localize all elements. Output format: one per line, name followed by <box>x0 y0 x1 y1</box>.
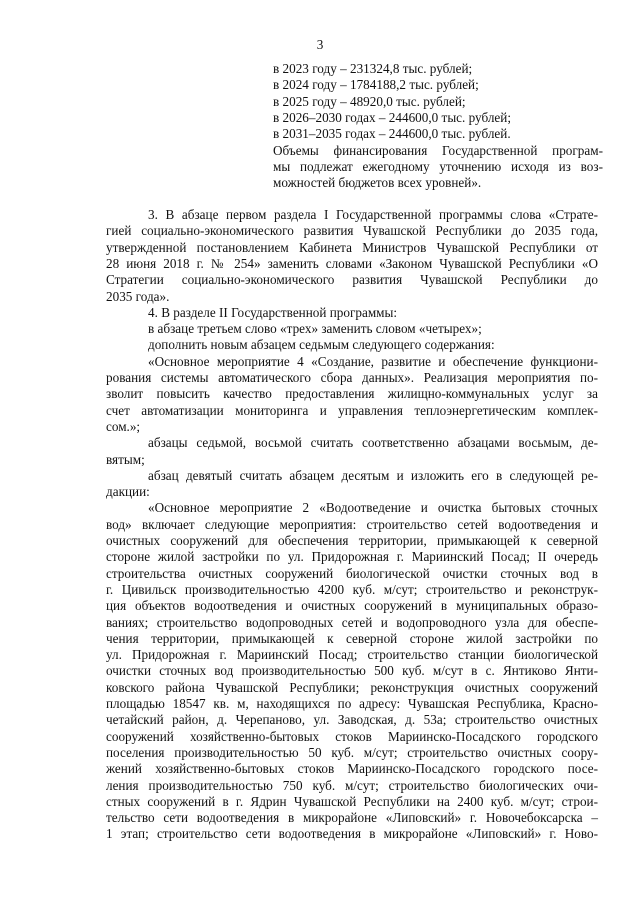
body-line: дополнить новым абзацем седьмым следующего содержания: <box>148 337 495 353</box>
body-line: рования системы автоматического сбора данных». Реализация мероприятия по- <box>106 370 598 385</box>
body-line: чения территории, примыкающей к северной стороне жилой застройки по <box>106 630 598 646</box>
funding-note-line: мы подлежат ежегодному уточнению исходя из воз- <box>273 158 603 174</box>
body-line: поселения производительностью 50 куб. м/сут; строительство очистных соору- <box>106 744 598 760</box>
page-number: 3 <box>316 37 324 52</box>
body-line: абзацы седьмой, восьмой считать соответственно абзацами восьмым, де- <box>148 435 598 451</box>
funding-line: в 2031–2035 годах – 244600,0 тыс. рублей. <box>273 126 511 142</box>
body-line: «Основное мероприятие 2 «Водоотведение и очистка бытовых сточных <box>148 500 598 516</box>
body-line: 2035 года». <box>106 288 170 304</box>
body-line: вятым; <box>106 451 145 467</box>
funding-note-line: можностей бюджетов всех уровней». <box>273 175 482 191</box>
body-line: гией социально-экономического развития Чувашской Республики до 2035 года, <box>106 223 598 239</box>
body-line: жений хозяйственно-бытовых стоков Мариинско-Посадского городского посе- <box>106 761 598 777</box>
body-line: счет автоматизации мониторинга и управления теплоэнергетическим комплек- <box>106 402 598 418</box>
body-line: ковского района Чувашской Республики; реконструкция очистных сооружений <box>106 679 598 695</box>
body-line: стороне жилой застройки по ул. Придорожная г. Мариинский Посад; II очередь <box>106 549 598 565</box>
body-line: тельство сети водоотведения в микрорайоне «Липовский» г. Новочебоксарска – <box>106 810 598 826</box>
body-line: ул. Придорожная г. Мариинский Посад; строительство станции биологической <box>106 647 598 663</box>
body-line: в абзаце третьем слово «трех» заменить словом «четырех»; <box>148 321 482 337</box>
body-line: сом.»; <box>106 418 141 434</box>
body-line: 1 этап; строительство сети водоотведения в микрорайоне «Липовский» г. Ново- <box>106 826 598 842</box>
body-line: очистки сточных вод производительностью 500 куб. м/сут в с. Янтиково Янти- <box>106 663 598 679</box>
funding-line: в 2025 году – 48920,0 тыс. рублей; <box>273 93 466 109</box>
body-line: строительства очистных сооружений биологической очистки сточных вод в <box>106 565 598 581</box>
body-line: г. Цивильск производительностью 4200 куб. м/сут; строительство и реконструк- <box>106 581 598 597</box>
body-line: стных сооружений в г. Ядрин Чувашской Республики на 2400 куб. м/сут; строи- <box>106 793 598 809</box>
funding-line: в 2023 году – 231324,8 тыс. рублей; <box>273 61 473 76</box>
body-line: утвержденной постановлением Кабинета Министров Чувашской Республики от <box>106 239 598 255</box>
body-line: сооружений хозяйственно-бытовых стоков Мариинско-Посадского городского <box>106 728 598 744</box>
body-line: Стратегии социально-экономического развития Чувашской Республики до <box>106 272 598 288</box>
body-line: площадью 18547 кв. м, находящихся по адресу: Чувашская Республика, Красно- <box>106 696 598 711</box>
body-line: очистных сооружений для обеспечения территории, примыкающей к северной <box>106 533 598 548</box>
body-line: вод» включает следующие мероприятия: строительство сетей водоотведения и <box>106 516 598 532</box>
body-line: ция объектов водоотведения и очистных сооружений в муниципальных образо- <box>106 598 598 614</box>
body-line: четайский район, д. Черепаново, ул. Заводская, д. 53а; строительство очистных <box>106 712 598 728</box>
body-line: 28 июня 2018 г. № 254» заменить словами «Законом Чувашской Республики «О <box>106 255 598 271</box>
body-line: «Основное мероприятие 4 «Создание, развитие и обеспечение функциони- <box>148 353 598 369</box>
body-line: 3. В абзаце первом раздела I Государственной программы слова «Страте- <box>148 207 598 222</box>
funding-note-line: Объемы финансирования Государственной програм- <box>273 142 603 158</box>
body-line: ваниях; строительство водопроводных сетей и водопроводного узла для обеспе- <box>106 614 598 630</box>
body-line: дакции: <box>106 484 150 500</box>
body-line: абзац девятый считать абзацем десятым и изложить его в следующей ре- <box>148 467 598 483</box>
body-line: зволит повысить качество предоставления жилищно-коммунальных услуг за <box>106 386 598 402</box>
funding-line: в 2024 году – 1784188,2 тыс. рублей; <box>273 77 479 93</box>
body-line: 4. В разделе II Государственной программы: <box>148 304 398 320</box>
body-line: ления производительностью 750 куб. м/сут; строительство биологических очи- <box>106 777 598 793</box>
funding-line: в 2026–2030 годах – 244600,0 тыс. рублей; <box>273 109 511 125</box>
